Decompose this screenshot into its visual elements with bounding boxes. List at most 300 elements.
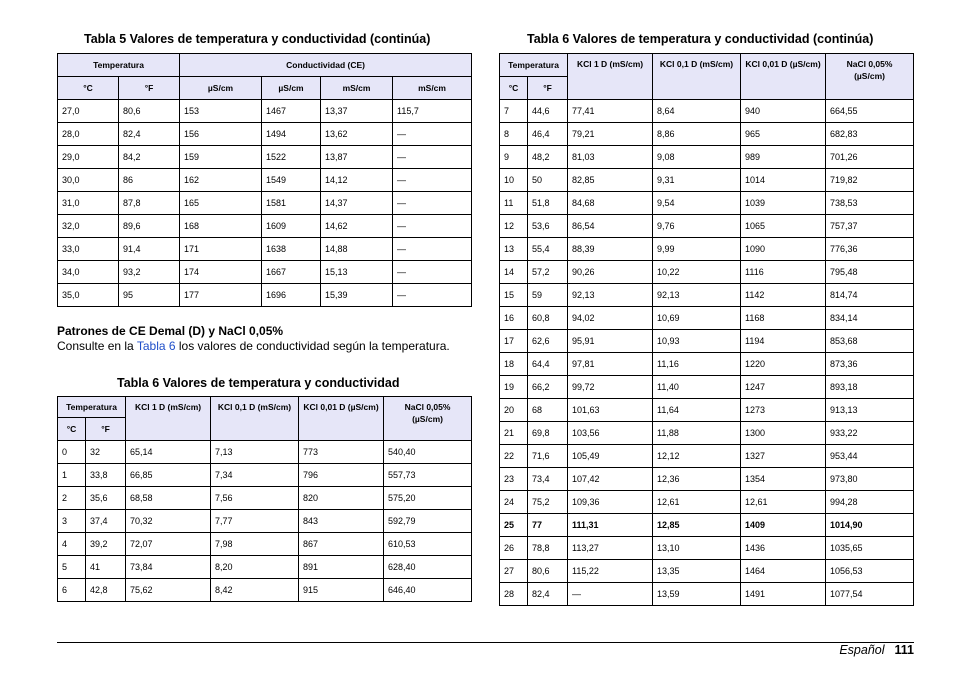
table5-row xyxy=(58,238,472,261)
table-cell: 1638 xyxy=(262,238,321,261)
body-text-before: Consulte en la xyxy=(57,339,137,353)
table-cell: 1035,65 xyxy=(826,537,914,560)
table-cell: 107,42 xyxy=(568,468,653,491)
table-cell: 7,98 xyxy=(211,533,299,556)
body-text-after: los valores de conductividad según la temperatura. xyxy=(175,339,450,353)
table5-title: Tabla 5 Valores de temperatura y conductividad (continúa) xyxy=(84,32,431,46)
table-cell: 80,6 xyxy=(528,560,568,583)
table-cell: 51,8 xyxy=(528,192,568,215)
table-cell: 87,8 xyxy=(119,192,180,215)
table6-kcl001-header: KCl 0,01 D (µS/cm) xyxy=(299,397,384,441)
table-cell: 776,36 xyxy=(826,238,914,261)
table-cell: 989 xyxy=(741,146,826,169)
table-cell: 1436 xyxy=(741,537,826,560)
table-cell: 8,42 xyxy=(211,579,299,602)
table6-title: Tabla 6 Valores de temperatura y conductividad xyxy=(117,376,400,390)
table-cell: 8,64 xyxy=(653,100,741,123)
table-cell: 92,13 xyxy=(653,284,741,307)
section-body xyxy=(57,339,457,354)
table6-nacl-header: NaCl 0,05% (µS/cm) xyxy=(384,397,472,441)
table6-cont-row xyxy=(500,422,914,445)
table-cell: — xyxy=(393,123,472,146)
table-cell: 84,68 xyxy=(568,192,653,215)
table-cell: 646,40 xyxy=(384,579,472,602)
table5-row xyxy=(58,261,472,284)
table-cell: 8 xyxy=(500,123,528,146)
table-cell: 32 xyxy=(86,441,126,464)
table-cell: 26 xyxy=(500,537,528,560)
table-cell: 1014 xyxy=(741,169,826,192)
table-cell: 18 xyxy=(500,353,528,376)
table-cell: 75,62 xyxy=(126,579,211,602)
table-cell: 10,93 xyxy=(653,330,741,353)
table-cell: 77 xyxy=(528,514,568,537)
table-cell: 24 xyxy=(500,491,528,514)
table5-cond-header: Conductividad (CE) xyxy=(180,54,472,77)
table6-cont-row xyxy=(500,560,914,583)
table-cell: 159 xyxy=(180,146,262,169)
table-cell: 60,8 xyxy=(528,307,568,330)
table-cell: 14,37 xyxy=(321,192,393,215)
footer-divider xyxy=(57,642,914,643)
table-cell: 34,0 xyxy=(58,261,119,284)
table6-cont-row xyxy=(500,146,914,169)
table-cell: 10,69 xyxy=(653,307,741,330)
table6-cont-kcl001-header: KCl 0,01 D (µS/cm) xyxy=(741,54,826,100)
table-cell: 89,6 xyxy=(119,215,180,238)
table5-temp-header: Temperatura xyxy=(58,54,180,77)
table-cell: 1220 xyxy=(741,353,826,376)
table-cell: 11,88 xyxy=(653,422,741,445)
table-cell: 82,4 xyxy=(119,123,180,146)
table-cell: 65,14 xyxy=(126,441,211,464)
table-cell: 33,8 xyxy=(86,464,126,487)
table-cell: 11,16 xyxy=(653,353,741,376)
table-cell: 1194 xyxy=(741,330,826,353)
table-cell: 50 xyxy=(528,169,568,192)
table-cell: 3 xyxy=(58,510,86,533)
table-cell: 12 xyxy=(500,215,528,238)
table-cell: 113,27 xyxy=(568,537,653,560)
table6-cont-row xyxy=(500,307,914,330)
table-cell: 9,08 xyxy=(653,146,741,169)
table-cell: 12,61 xyxy=(741,491,826,514)
table5-unit-header: °F xyxy=(119,77,180,100)
table-cell: 13,37 xyxy=(321,100,393,123)
table6-row xyxy=(58,579,472,602)
table-cell: — xyxy=(568,583,653,606)
table-cell: 44,6 xyxy=(528,100,568,123)
table-cell: 27,0 xyxy=(58,100,119,123)
table-cell: — xyxy=(393,238,472,261)
table-cell: 53,6 xyxy=(528,215,568,238)
table-cell: 1168 xyxy=(741,307,826,330)
table-cell: 55,4 xyxy=(528,238,568,261)
table6-cont-row xyxy=(500,215,914,238)
table-cell: 78,8 xyxy=(528,537,568,560)
table-cell: 95 xyxy=(119,284,180,307)
table-cell: 13,35 xyxy=(653,560,741,583)
table-cell: 1 xyxy=(58,464,86,487)
table6-kcl1-header: KCl 1 D (mS/cm) xyxy=(126,397,211,441)
table-cell: 14,88 xyxy=(321,238,393,261)
table-cell: 8,20 xyxy=(211,556,299,579)
table6-row xyxy=(58,556,472,579)
table-cell: 701,26 xyxy=(826,146,914,169)
table5-row xyxy=(58,146,472,169)
table-cell: 86,54 xyxy=(568,215,653,238)
table-cell: 71,6 xyxy=(528,445,568,468)
page-number: 111 xyxy=(894,643,914,657)
table-cell: 965 xyxy=(741,123,826,146)
table-cell: 557,73 xyxy=(384,464,472,487)
table-cell: 1247 xyxy=(741,376,826,399)
table-cell: 72,07 xyxy=(126,533,211,556)
table-cell: 99,72 xyxy=(568,376,653,399)
table-cell: 77,41 xyxy=(568,100,653,123)
table-cell: 13,10 xyxy=(653,537,741,560)
table6-row xyxy=(58,441,472,464)
table6-cont-row xyxy=(500,100,914,123)
table-cell: 1116 xyxy=(741,261,826,284)
table-cell: — xyxy=(393,261,472,284)
table5-row xyxy=(58,192,472,215)
table-cell: 115,7 xyxy=(393,100,472,123)
table-cell: 14,12 xyxy=(321,169,393,192)
table-cell: 90,26 xyxy=(568,261,653,284)
table6-cont-row xyxy=(500,445,914,468)
table-cell: 28,0 xyxy=(58,123,119,146)
table-cell: 1077,54 xyxy=(826,583,914,606)
table6-unit-header: °C xyxy=(58,418,86,441)
table-cell: 32,0 xyxy=(58,215,119,238)
table-cell: 1696 xyxy=(262,284,321,307)
table-cell: 1273 xyxy=(741,399,826,422)
table-cell: 915 xyxy=(299,579,384,602)
table-cell: 68,58 xyxy=(126,487,211,510)
table-cell: 17 xyxy=(500,330,528,353)
table-cell: 66,85 xyxy=(126,464,211,487)
table-cell: 7,13 xyxy=(211,441,299,464)
table-cell: 28 xyxy=(500,583,528,606)
table-cell: 2 xyxy=(58,487,86,510)
table-cell: 19 xyxy=(500,376,528,399)
table-cell: 12,61 xyxy=(653,491,741,514)
table6-cont-row xyxy=(500,537,914,560)
table-cell: 48,2 xyxy=(528,146,568,169)
table-cell: 111,31 xyxy=(568,514,653,537)
table-cell: — xyxy=(393,192,472,215)
table-cell: 73,84 xyxy=(126,556,211,579)
table6-row xyxy=(58,533,472,556)
table6-cont-title: Tabla 6 Valores de temperatura y conductividad (continúa) xyxy=(527,32,874,46)
table-cell: 953,44 xyxy=(826,445,914,468)
table-cell: 69,8 xyxy=(528,422,568,445)
table6-cont-row xyxy=(500,238,914,261)
table-cell: 153 xyxy=(180,100,262,123)
table6-cont-row xyxy=(500,376,914,399)
table-cell: 31,0 xyxy=(58,192,119,215)
table-cell: — xyxy=(393,146,472,169)
table-cell: 80,6 xyxy=(119,100,180,123)
table-cell: 13 xyxy=(500,238,528,261)
table6-cont-kcl1-header: KCl 1 D (mS/cm) xyxy=(568,54,653,100)
table-cell: 94,02 xyxy=(568,307,653,330)
table-cell: — xyxy=(393,215,472,238)
table-cell: 16 xyxy=(500,307,528,330)
table-cell: 853,68 xyxy=(826,330,914,353)
table5-row xyxy=(58,215,472,238)
table-cell: 1354 xyxy=(741,468,826,491)
table6-row xyxy=(58,510,472,533)
table-cell: — xyxy=(393,169,472,192)
table5-unit-header: µS/cm xyxy=(262,77,321,100)
table-cell: 86 xyxy=(119,169,180,192)
table6-cont-row xyxy=(500,353,914,376)
table-cell: 973,80 xyxy=(826,468,914,491)
table-cell: 1327 xyxy=(741,445,826,468)
table-cell: 82,4 xyxy=(528,583,568,606)
table-cell: 7,77 xyxy=(211,510,299,533)
table6-cont-row xyxy=(500,330,914,353)
table-cell: 12,12 xyxy=(653,445,741,468)
table-cell: 1609 xyxy=(262,215,321,238)
table5-row xyxy=(58,123,472,146)
table-cell: 1467 xyxy=(262,100,321,123)
table-cell: 1491 xyxy=(741,583,826,606)
table-cell: 29,0 xyxy=(58,146,119,169)
table-cell: 913,13 xyxy=(826,399,914,422)
table-cell: 171 xyxy=(180,238,262,261)
table-cell: 64,4 xyxy=(528,353,568,376)
table-cell: 1409 xyxy=(741,514,826,537)
table5-row xyxy=(58,169,472,192)
table-cell: 891 xyxy=(299,556,384,579)
table-cell: 682,83 xyxy=(826,123,914,146)
table-cell: 1581 xyxy=(262,192,321,215)
table6-cont-row xyxy=(500,169,914,192)
table-cell: 834,14 xyxy=(826,307,914,330)
table-cell: 35,0 xyxy=(58,284,119,307)
page-footer xyxy=(839,643,914,657)
table-cell: 893,18 xyxy=(826,376,914,399)
table-cell: 8,86 xyxy=(653,123,741,146)
table-cell: 4 xyxy=(58,533,86,556)
table-cell: 177 xyxy=(180,284,262,307)
table5-unit-header: °C xyxy=(58,77,119,100)
table-cell: 68 xyxy=(528,399,568,422)
table-cell: 1667 xyxy=(262,261,321,284)
table-cell: 1464 xyxy=(741,560,826,583)
table-cell: 156 xyxy=(180,123,262,146)
table-cell: 994,28 xyxy=(826,491,914,514)
table-cell: 12,85 xyxy=(653,514,741,537)
table-cell: 84,2 xyxy=(119,146,180,169)
table-cell: 9,76 xyxy=(653,215,741,238)
table-cell: 14 xyxy=(500,261,528,284)
table-cell: 13,87 xyxy=(321,146,393,169)
table-cell: 165 xyxy=(180,192,262,215)
table-cell: 1522 xyxy=(262,146,321,169)
table-cell: 940 xyxy=(741,100,826,123)
table5-unit-header: µS/cm xyxy=(180,77,262,100)
table-cell: 0 xyxy=(58,441,86,464)
table5 xyxy=(57,53,472,307)
table6-continued xyxy=(499,53,914,606)
table6-unit-header: °F xyxy=(86,418,126,441)
table-cell: 91,4 xyxy=(119,238,180,261)
table-cell: 37,4 xyxy=(86,510,126,533)
table-cell: 773 xyxy=(299,441,384,464)
table6-cont-row xyxy=(500,192,914,215)
table-cell: 66,2 xyxy=(528,376,568,399)
table-cell: 796 xyxy=(299,464,384,487)
table6-cont-row xyxy=(500,583,914,606)
table-cell: 9,99 xyxy=(653,238,741,261)
table-cell: 101,63 xyxy=(568,399,653,422)
table6-cont-unit-header: °F xyxy=(528,77,568,100)
table-cell: 7 xyxy=(500,100,528,123)
table-cell: 592,79 xyxy=(384,510,472,533)
table-cell: 1549 xyxy=(262,169,321,192)
table-cell: 575,20 xyxy=(384,487,472,510)
table-cell: 12,36 xyxy=(653,468,741,491)
table-cell: 75,2 xyxy=(528,491,568,514)
table-cell: 11 xyxy=(500,192,528,215)
table-cell: 10,22 xyxy=(653,261,741,284)
table-cell: 103,56 xyxy=(568,422,653,445)
table6-cont-unit-header: °C xyxy=(500,77,528,100)
table5-row xyxy=(58,284,472,307)
table-cell: 23 xyxy=(500,468,528,491)
table-cell: 5 xyxy=(58,556,86,579)
table-cell: 88,39 xyxy=(568,238,653,261)
table-cell: 873,36 xyxy=(826,353,914,376)
table-cell: 162 xyxy=(180,169,262,192)
table-cell: 59 xyxy=(528,284,568,307)
table-cell: 109,36 xyxy=(568,491,653,514)
table-cell: 1056,53 xyxy=(826,560,914,583)
table-cell: 719,82 xyxy=(826,169,914,192)
table6-cont-row xyxy=(500,261,914,284)
table-cell: 1039 xyxy=(741,192,826,215)
table6-cont-row xyxy=(500,491,914,514)
table-cell: 21 xyxy=(500,422,528,445)
table-cell: 174 xyxy=(180,261,262,284)
table6-cont-nacl-header: NaCl 0,05% (µS/cm) xyxy=(826,54,914,100)
table-cell: 1300 xyxy=(741,422,826,445)
table-cell: 73,4 xyxy=(528,468,568,491)
table-cell: 15,13 xyxy=(321,261,393,284)
table-cell: 843 xyxy=(299,510,384,533)
table-cell: 70,32 xyxy=(126,510,211,533)
table-cell: 57,2 xyxy=(528,261,568,284)
table5-unit-header: mS/cm xyxy=(321,77,393,100)
section-heading: Patrones de CE Demal (D) y NaCl 0,05% xyxy=(57,324,284,338)
table6-row xyxy=(58,464,472,487)
table6-row xyxy=(58,487,472,510)
footer-language: Español xyxy=(839,643,885,657)
table-cell: 7,34 xyxy=(211,464,299,487)
table-cell: 14,62 xyxy=(321,215,393,238)
table-cell: 795,48 xyxy=(826,261,914,284)
table6-cont-row xyxy=(500,514,914,537)
table-cell: 540,40 xyxy=(384,441,472,464)
table-cell: 757,37 xyxy=(826,215,914,238)
table-cell: 15,39 xyxy=(321,284,393,307)
table-cell: 33,0 xyxy=(58,238,119,261)
table-cell: 25 xyxy=(500,514,528,537)
table-cell: 95,91 xyxy=(568,330,653,353)
table-cell: 97,81 xyxy=(568,353,653,376)
table6-cont-row xyxy=(500,123,914,146)
table-cell: 81,03 xyxy=(568,146,653,169)
table-cell: 1014,90 xyxy=(826,514,914,537)
table-cell: 115,22 xyxy=(568,560,653,583)
table-cell: 1494 xyxy=(262,123,321,146)
table-cell: 738,53 xyxy=(826,192,914,215)
table-cell: 20 xyxy=(500,399,528,422)
table-cell: 39,2 xyxy=(86,533,126,556)
table-cell: 22 xyxy=(500,445,528,468)
table-cell: 46,4 xyxy=(528,123,568,146)
table-cell: 9 xyxy=(500,146,528,169)
table5-unit-header: mS/cm xyxy=(393,77,472,100)
table-cell: 30,0 xyxy=(58,169,119,192)
table-cell: 82,85 xyxy=(568,169,653,192)
table6 xyxy=(57,396,472,602)
table-cell: 1090 xyxy=(741,238,826,261)
table-cell: 9,31 xyxy=(653,169,741,192)
table5-row xyxy=(58,100,472,123)
table-cell: 11,40 xyxy=(653,376,741,399)
table-cell: 664,55 xyxy=(826,100,914,123)
table-cell: 933,22 xyxy=(826,422,914,445)
table-cell: 168 xyxy=(180,215,262,238)
table-cell: 13,62 xyxy=(321,123,393,146)
table-cell: 27 xyxy=(500,560,528,583)
table-cell: 628,40 xyxy=(384,556,472,579)
table-cell: 1065 xyxy=(741,215,826,238)
table-cell: 35,6 xyxy=(86,487,126,510)
table-cell: 15 xyxy=(500,284,528,307)
table6-cont-kcl01-header: KCl 0,1 D (mS/cm) xyxy=(653,54,741,100)
table6-cont-row xyxy=(500,284,914,307)
table6-cont-row xyxy=(500,399,914,422)
table6-cont-temp-header: Temperatura xyxy=(500,54,568,77)
table-cell: 105,49 xyxy=(568,445,653,468)
table6-kcl01-header: KCl 0,1 D (mS/cm) xyxy=(211,397,299,441)
table6-temp-header: Temperatura xyxy=(58,397,126,418)
table-cell: 820 xyxy=(299,487,384,510)
table-cell: 6 xyxy=(58,579,86,602)
table-cell: 7,56 xyxy=(211,487,299,510)
table-cell: 79,21 xyxy=(568,123,653,146)
table-cell: 42,8 xyxy=(86,579,126,602)
table-cell: 610,53 xyxy=(384,533,472,556)
table-cell: 93,2 xyxy=(119,261,180,284)
table-cell: 41 xyxy=(86,556,126,579)
table-cell: 11,64 xyxy=(653,399,741,422)
table-cell: 867 xyxy=(299,533,384,556)
table-cell: 9,54 xyxy=(653,192,741,215)
table-cell: 814,74 xyxy=(826,284,914,307)
table-cell: 10 xyxy=(500,169,528,192)
table-cell: 62,6 xyxy=(528,330,568,353)
table6-link[interactable]: Tabla 6 xyxy=(136,339,176,353)
table-cell: — xyxy=(393,284,472,307)
table-cell: 13,59 xyxy=(653,583,741,606)
